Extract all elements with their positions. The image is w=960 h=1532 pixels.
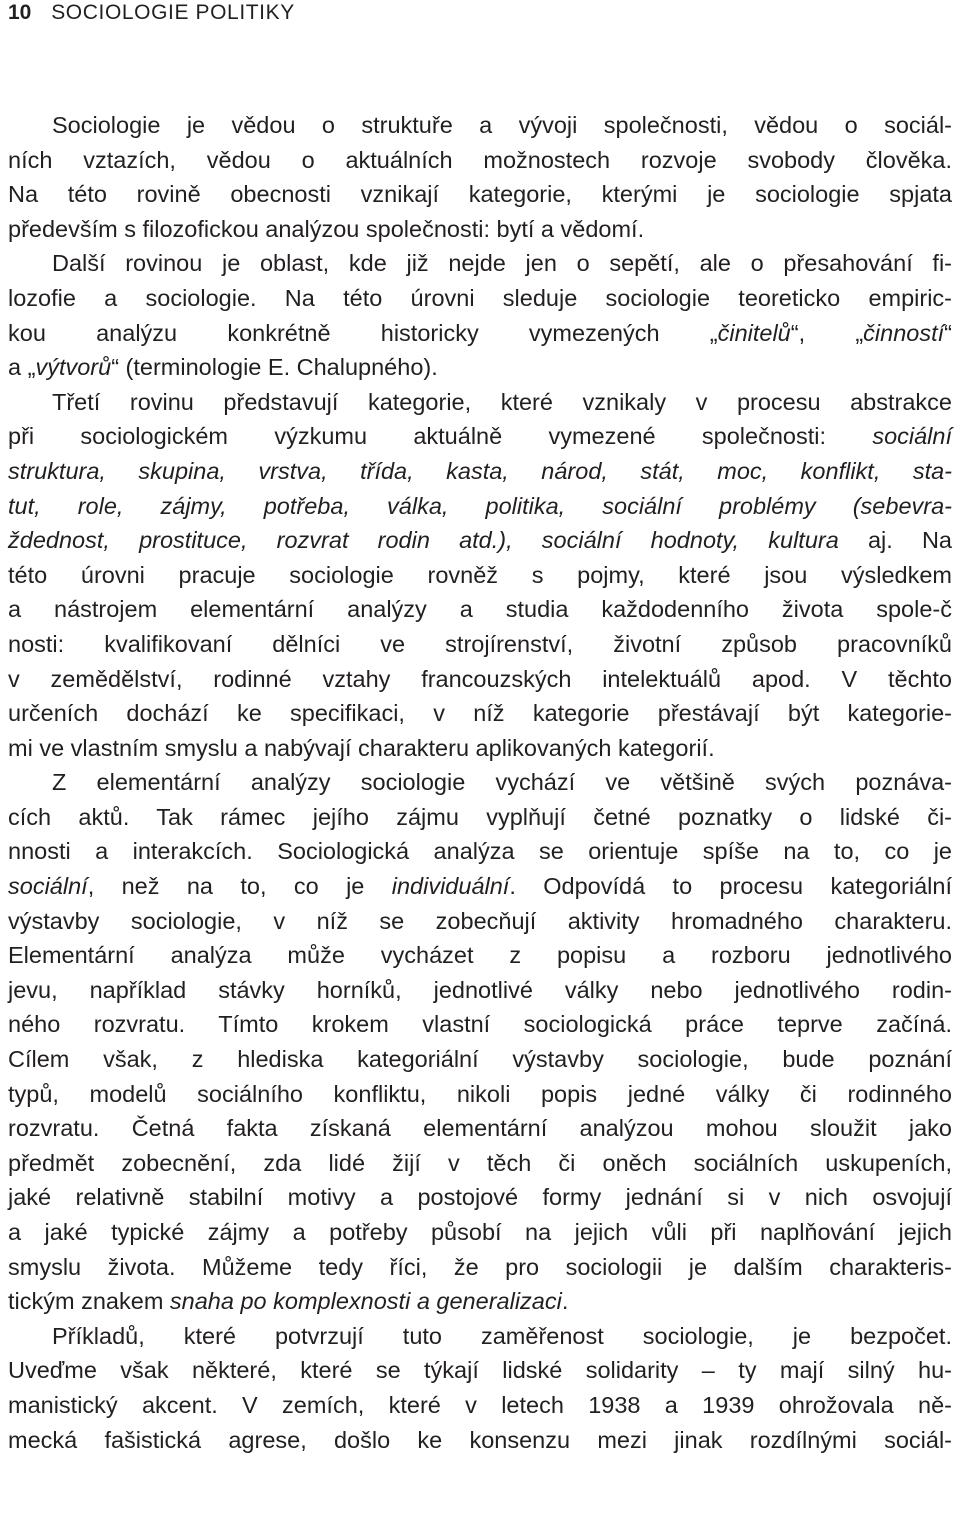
- text-line: [8, 1250, 952, 1285]
- text-line: [8, 938, 952, 973]
- text-run: Další rovinou je oblast, kde již nejde jen o sepětí, ale o přesahování fi-: [52, 250, 952, 277]
- text-run: jevu, například stávky horníků, jednotlivé války nebo jednotlivého rodin-: [8, 976, 952, 1003]
- text-line: [8, 212, 952, 247]
- text-line: [8, 281, 952, 316]
- italic-text: individuální: [391, 873, 510, 900]
- text-run: lozofie a sociologie. Na této úrovni sleduje sociologie teoreticko empiric-: [8, 284, 952, 311]
- text-run: “ (terminologie E. Chalupného).: [111, 354, 438, 381]
- text-line: [8, 1042, 952, 1077]
- text-run: Sociologie je vědou o struktuře a vývoji společnosti, vědou o sociál-: [52, 112, 952, 138]
- page-number: 10: [8, 1, 32, 24]
- text-run: .: [561, 1288, 569, 1315]
- text-run: předmět zobecnění, zda lidé žijí v těch či oněch sociálních uskupeních,: [8, 1149, 952, 1176]
- text-run: kou analýzu konkrétně historicky vymezených „: [8, 319, 718, 346]
- text-run: při sociologickém výzkumu aktuálně vymezené společnosti:: [8, 423, 873, 450]
- text-line: [8, 350, 952, 385]
- text-line: [8, 592, 952, 627]
- text-line: [8, 1319, 952, 1354]
- italic-text: snaha po komplexnosti a generalizaci: [169, 1288, 562, 1315]
- text-line: [8, 316, 952, 351]
- text-run: výstavby sociologie, v níž se zobecňují aktivity hromadného charakteru.: [8, 907, 952, 934]
- text-line: [8, 800, 952, 835]
- text-line: [8, 108, 952, 143]
- text-line: [8, 1423, 952, 1458]
- text-run: rozvratu. Četná fakta získaná elementární analýzou mohou sloužit jako: [8, 1115, 952, 1142]
- text-run: manistický akcent. V zemích, které v letech 1938 a 1939 ohrožovala ně-: [8, 1391, 952, 1418]
- text-line: [8, 143, 952, 178]
- text-line: [8, 1007, 952, 1042]
- body-text: [8, 108, 952, 1457]
- text-run: mecká fašistická agrese, došlo ke konsenzu mezi jinak rozdílnými sociál-: [8, 1426, 952, 1453]
- text-run: Uveďme však některé, které se týkají lidské solidarity – ty mají silný hu-: [8, 1357, 952, 1384]
- text-run: typů, modelů sociálního konfliktu, nikoli popis jedné války či rodinného: [8, 1080, 952, 1107]
- text-run: Třetí rovinu představují kategorie, které vznikaly v procesu abstrakce: [52, 388, 952, 415]
- text-line: [8, 765, 952, 800]
- text-line: [8, 627, 952, 662]
- text-line: [8, 1353, 952, 1388]
- text-line: [8, 385, 952, 420]
- text-run: Elementární analýza může vycházet z popisu a rozboru jednotlivého: [8, 942, 952, 969]
- italic-text: činností: [863, 319, 945, 346]
- text-run: . Odpovídá to procesu kategoriální: [509, 873, 952, 900]
- text-line: [8, 523, 952, 558]
- text-run: a nástrojem elementární analýzy a studia každodenního života spole-č: [8, 596, 952, 623]
- text-line: [8, 1388, 952, 1423]
- text-run: Příkladů, které potvrzují tuto zaměřenost sociologie, je bezpočet.: [52, 1322, 952, 1349]
- text-line: [8, 973, 952, 1008]
- italic-text: struktura, skupina, vrstva, třída, kasta, národ, stát, moc, konflikt, sta-: [8, 457, 952, 484]
- text-line: [8, 696, 952, 731]
- text-run: ních vztazích, vědou o aktuálních možnostech rozvoje svobody člověka.: [8, 146, 952, 173]
- running-head: [8, 0, 295, 26]
- text-line: [8, 489, 952, 524]
- text-line: [8, 1215, 952, 1250]
- text-line: [8, 177, 952, 212]
- text-run: tickým znakem: [8, 1288, 170, 1315]
- running-title: SOCIOLOGIE POLITIKY: [51, 1, 295, 24]
- text-run: Z elementární analýzy sociologie vychází ve většině svých poznáva-: [52, 769, 952, 796]
- text-run: Na této rovině obecnosti vznikají kategorie, kterými je sociologie spjata: [8, 181, 952, 208]
- text-line: [8, 904, 952, 939]
- text-line: [8, 662, 952, 697]
- italic-text: činitelů: [717, 319, 791, 346]
- italic-text: sociální: [872, 423, 952, 450]
- text-line: [8, 1077, 952, 1112]
- text-line: [8, 1111, 952, 1146]
- text-run: mi ve vlastním smyslu a nabývají charakteru aplikovaných kategorií.: [8, 734, 715, 761]
- text-run: určeních dochází ke specifikaci, v níž kategorie přestávají být kategorie-: [8, 700, 952, 727]
- text-run: aj. Na: [838, 527, 953, 554]
- text-run: a jaké typické zájmy a potřeby působí na jejich vůli při naplňování jejich: [8, 1219, 952, 1245]
- italic-text: tut, role, zájmy, potřeba, válka, politika, sociální problémy (sebevra-: [8, 492, 952, 519]
- text-line: [8, 1146, 952, 1181]
- text-run: v zemědělství, rodinné vztahy francouzských intelektuálů apod. V těchto: [8, 665, 952, 692]
- text-run: a „: [8, 354, 36, 381]
- italic-text: výtvorů: [35, 354, 112, 381]
- text-line: [8, 1284, 952, 1319]
- text-run: , než na to, co je: [87, 873, 392, 900]
- text-line: [8, 246, 952, 281]
- text-line: [8, 834, 952, 869]
- text-line: [8, 731, 952, 766]
- text-run: především s filozofickou analýzou společnosti: bytí a vědomí.: [8, 215, 645, 242]
- text-run: nnosti a interakcích. Sociologická analýza se orientuje spíše na to, co je: [8, 838, 952, 865]
- text-run: “: [944, 319, 952, 346]
- text-line: [8, 1180, 952, 1215]
- italic-text: sociální: [8, 873, 88, 900]
- text-line: [8, 558, 952, 593]
- text-run: jaké relativně stabilní motivy a postojové formy jednání si v nich osvojují: [8, 1184, 952, 1211]
- text-line: [8, 419, 952, 454]
- text-run: této úrovni pracuje sociologie rovněž s pojmy, které jsou výsledkem: [8, 561, 952, 588]
- text-run: Cílem však, z hlediska kategoriální výstavby sociologie, bude poznání: [8, 1046, 952, 1073]
- text-run: smyslu života. Můžeme tedy říci, že pro sociologii je dalším charakteris-: [8, 1253, 952, 1280]
- text-run: ného rozvratu. Tímto krokem vlastní sociologická práce teprve začíná.: [8, 1011, 952, 1038]
- text-run: cích aktů. Tak rámec jejího zájmu vyplňují četné poznatky o lidské či-: [8, 803, 952, 830]
- text-line: [8, 454, 952, 489]
- text-run: “, „: [790, 319, 864, 346]
- italic-text: ždednost, prostituce, rozvrat rodin atd.), sociální hodnoty, kultura: [8, 527, 839, 554]
- text-run: nosti: kvalifikovaní dělníci ve strojírenství, životní způsob pracovníků: [8, 630, 952, 657]
- text-line: [8, 869, 952, 904]
